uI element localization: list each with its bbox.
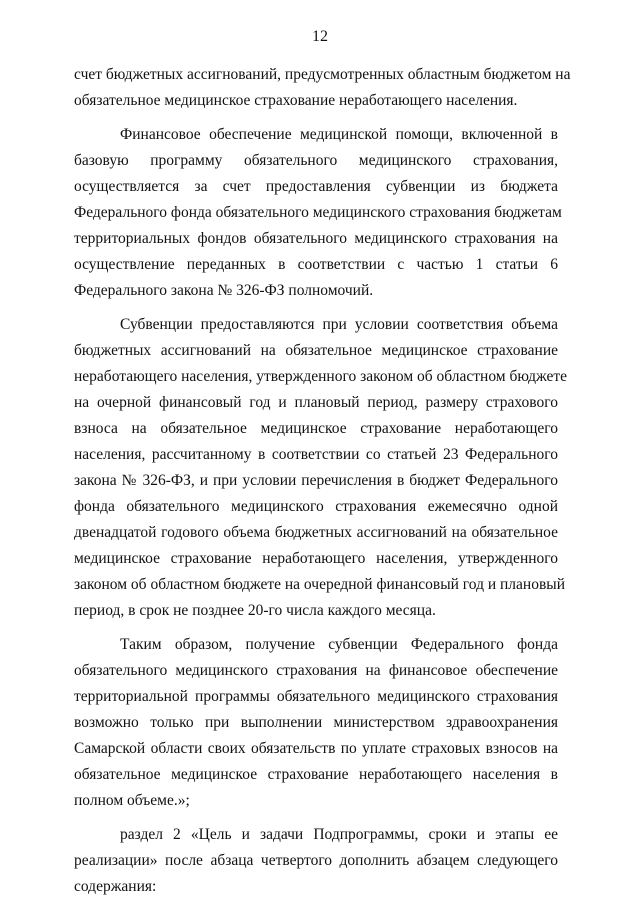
text-line: содержания: bbox=[74, 878, 157, 895]
text-line: возможно только при выполнении министерством здравоохранения bbox=[74, 714, 558, 731]
document-body bbox=[74, 60, 571, 900]
text-line: обязательное медицинское страхование неработающего населения в bbox=[74, 766, 558, 783]
paragraph-4 bbox=[74, 632, 558, 814]
text-line: неработающего населения, утвержденного законом об областном бюджете bbox=[74, 368, 568, 385]
text-line: базовую программу обязательного медицинского страхования, bbox=[74, 152, 558, 169]
page-number: 12 bbox=[312, 28, 328, 45]
text-line: полном объеме.»; bbox=[74, 792, 190, 809]
paragraph-2 bbox=[74, 122, 562, 304]
text-line: раздел 2 «Цель и задачи Подпрограммы, сроки и этапы ее bbox=[120, 826, 558, 843]
text-line: реализации» после абзаца четвертого дополнить абзацем следующего bbox=[74, 852, 558, 869]
text-line: Финансовое обеспечение медицинской помощи, включенной в bbox=[120, 126, 558, 143]
text-line: осуществляется за счет предоставления субвенции из бюджета bbox=[74, 178, 558, 195]
text-line: медицинское страхование неработающего населения, утвержденного bbox=[74, 550, 558, 567]
text-line: на очерной финансовый год и плановый период, размеру страхового bbox=[74, 394, 558, 411]
text-line: обязательного медицинского страхования на финансовое обеспечение bbox=[74, 662, 558, 679]
text-line: Самарской области своих обязательств по уплате страховых взносов на bbox=[74, 740, 558, 757]
text-line: законом об областном бюджете на очередной финансовый год и плановый bbox=[74, 576, 565, 593]
paragraph-5 bbox=[74, 822, 558, 900]
paragraph-1 bbox=[74, 62, 571, 114]
text-line: закона № 326-ФЗ, и при условии перечисления в бюджет Федерального bbox=[74, 472, 558, 489]
text-line: населения, рассчитанному в соответствии со статьей 23 Федерального bbox=[74, 446, 558, 463]
text-line: бюджетных ассигнований на обязательное медицинское страхование bbox=[74, 342, 558, 359]
text-line: счет бюджетных ассигнований, предусмотренных областным бюджетом на bbox=[74, 66, 571, 83]
text-line: Федерального фонда обязательного медицинского страхования бюджетам bbox=[74, 204, 562, 221]
text-line: территориальных фондов обязательного медицинского страхования на bbox=[74, 230, 558, 247]
text-line: обязательное медицинское страхование неработающего населения. bbox=[74, 92, 518, 109]
text-line: период, в срок не позднее 20-го числа каждого месяца. bbox=[74, 602, 436, 619]
text-line: осуществление переданных в соответствии с частью 1 статьи 6 bbox=[74, 256, 558, 273]
text-line: Субвенции предоставляются при условии соответствия объема bbox=[120, 316, 558, 333]
text-line: территориальной программы обязательного медицинского страхования bbox=[74, 688, 558, 705]
text-line: Федерального закона № 326-ФЗ полномочий. bbox=[74, 282, 374, 299]
text-line: взноса на обязательное медицинское страхование неработающего bbox=[74, 420, 558, 437]
text-line: двенадцатой годового объема бюджетных ассигнований на обязательное bbox=[74, 524, 558, 541]
paragraph-3 bbox=[74, 312, 568, 624]
text-line: фонда обязательного медицинского страхования ежемесячно одной bbox=[74, 498, 558, 515]
text-line: Таким образом, получение субвенции Федерального фонда bbox=[120, 636, 558, 653]
